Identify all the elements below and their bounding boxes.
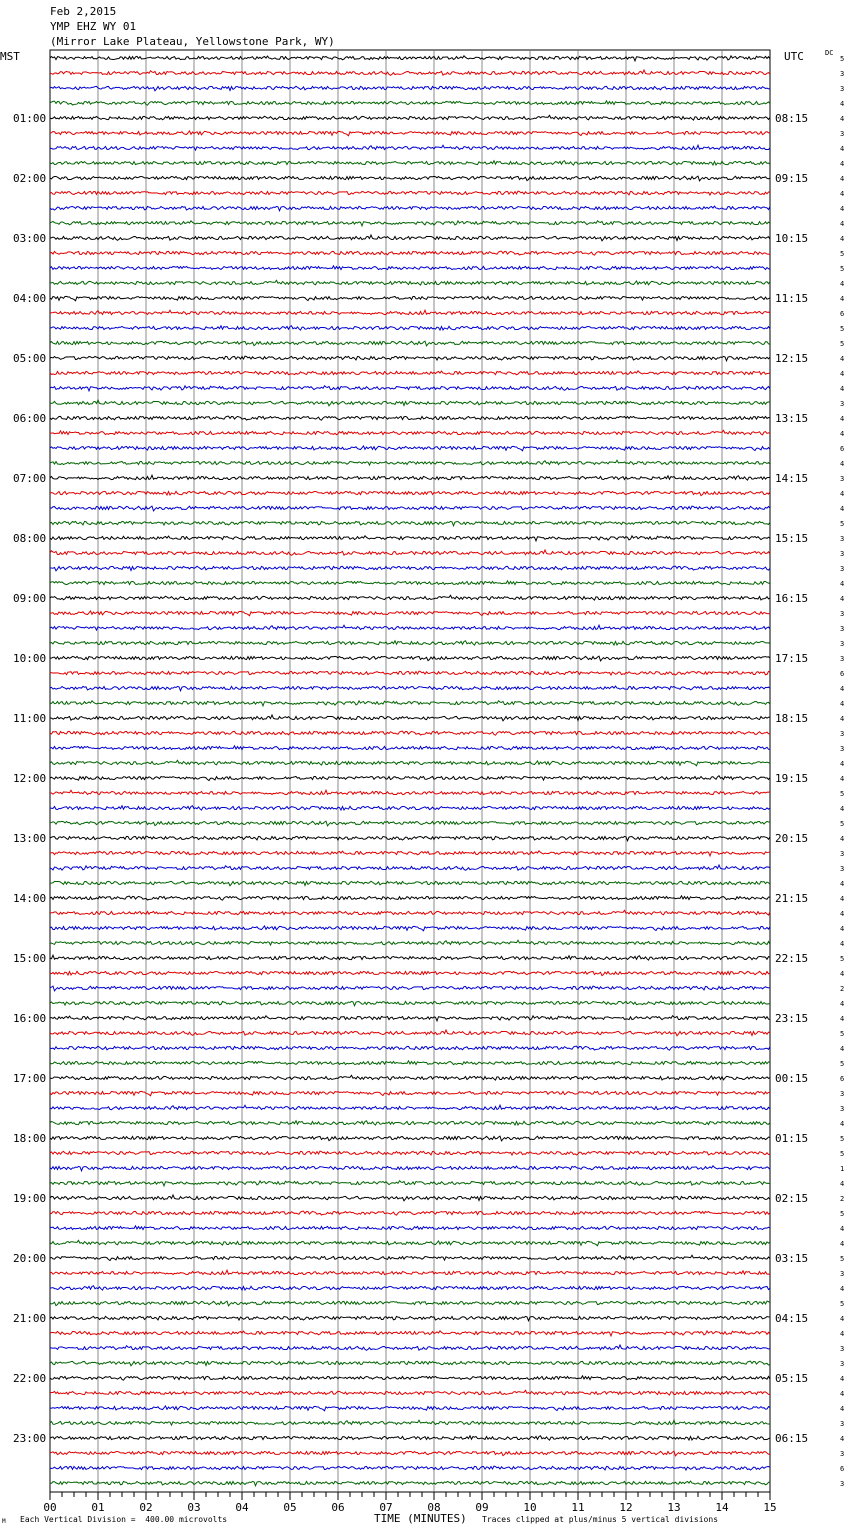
- trace-value-label: 3: [840, 1450, 845, 1458]
- trace-line: [50, 971, 770, 975]
- trace-line: [50, 715, 770, 721]
- trace-value-label: 4: [840, 1435, 845, 1443]
- right-hour-label: 00:15: [775, 1072, 809, 1085]
- x-tick-label: 05: [283, 1501, 297, 1514]
- trace-value-label: 4: [840, 1000, 845, 1008]
- trace-line: [50, 1075, 770, 1080]
- x-tick-label: 10: [523, 1501, 537, 1514]
- trace-line: [50, 56, 770, 61]
- trace-value-label: 4: [840, 715, 845, 723]
- trace-line: [50, 235, 770, 241]
- trace-line: [50, 821, 770, 826]
- trace-value-label: 4: [840, 775, 845, 783]
- left-hour-label: 10:00: [13, 652, 47, 665]
- left-hour-label: 08:00: [13, 532, 47, 545]
- trace-value-label: 3: [840, 655, 845, 663]
- header-station: YMP EHZ WY 01: [50, 20, 137, 33]
- left-hour-label: 22:00: [13, 1372, 47, 1385]
- trace-value-label: 4: [840, 115, 845, 123]
- trace-line: [50, 521, 770, 525]
- trace-value-label: 4: [840, 235, 845, 243]
- trace-value-label: 4: [840, 175, 845, 183]
- right-hour-label: 09:15: [775, 172, 809, 185]
- trace-value-label: 4: [840, 760, 845, 768]
- trace-line: [50, 86, 770, 90]
- trace-value-label: 4: [840, 505, 845, 513]
- trace-line: [50, 686, 770, 691]
- clip-note: Traces clipped at plus/minus 5 vertical divisions: [482, 1515, 719, 1524]
- trace-line: [50, 356, 770, 361]
- trace-value-label: 4: [840, 940, 845, 948]
- trace-line: [50, 251, 770, 255]
- left-hour-label: 18:00: [13, 1132, 47, 1145]
- trace-value-label: 4: [840, 700, 845, 708]
- trace-value-label: 3: [840, 1480, 845, 1488]
- trace-line: [50, 955, 770, 960]
- trace-line: [50, 865, 770, 870]
- trace-value-label: 4: [840, 880, 845, 888]
- trace-value-label: 4: [840, 1375, 845, 1383]
- trace-value-label: 4: [840, 1225, 845, 1233]
- trace-value-label: 5: [840, 340, 845, 348]
- trace-value-label: 5: [840, 1255, 845, 1263]
- trace-value-label: 3: [840, 565, 845, 573]
- trace-value-label: 4: [840, 1405, 845, 1413]
- trace-value-label: 4: [840, 460, 845, 468]
- trace-value-label: 5: [840, 1150, 845, 1158]
- trace-value-label: 3: [840, 130, 845, 138]
- trace-line: [50, 790, 770, 794]
- x-tick-label: 08: [427, 1501, 441, 1514]
- trace-value-label: 3: [840, 610, 845, 618]
- trace-line: [50, 1136, 770, 1141]
- trace-value-label: 5: [840, 820, 845, 828]
- trace-line: [50, 1316, 770, 1320]
- trace-line: [50, 536, 770, 541]
- trace-line: [50, 221, 770, 226]
- trace-line: [50, 191, 770, 195]
- header-location: (Mirror Lake Plateau, Yellowstone Park, WY): [50, 35, 335, 48]
- left-hour-label: 15:00: [13, 952, 47, 965]
- trace-line: [50, 371, 770, 375]
- trace-value-label: 5: [840, 55, 845, 63]
- left-hour-label: 12:00: [13, 772, 47, 785]
- trace-value-label: 5: [840, 520, 845, 528]
- trace-line: [50, 1270, 770, 1274]
- x-tick-label: 09: [475, 1501, 489, 1514]
- left-hour-label: 20:00: [13, 1252, 47, 1265]
- left-hour-label: 21:00: [13, 1312, 47, 1325]
- trace-line: [50, 1331, 770, 1336]
- trace-line: [50, 266, 770, 270]
- trace-line: [50, 1001, 770, 1005]
- x-tick-label: 12: [619, 1501, 633, 1514]
- trace-line: [50, 656, 770, 661]
- trace-line: [50, 1240, 770, 1245]
- trace-line: [50, 1121, 770, 1125]
- trace-line: [50, 161, 770, 165]
- left-hour-label: 07:00: [13, 472, 47, 485]
- trace-value-label: 4: [840, 970, 845, 978]
- trace-value-label: 3: [840, 1345, 845, 1353]
- trace-value-label: 4: [840, 1120, 845, 1128]
- trace-value-label: 4: [840, 925, 845, 933]
- trace-value-label: 3: [840, 400, 845, 408]
- trace-value-label: 5: [840, 325, 845, 333]
- trace-value-label: 4: [840, 430, 845, 438]
- x-tick-label: 00: [43, 1501, 57, 1514]
- trace-line: [50, 176, 770, 181]
- trace-line: [50, 460, 770, 465]
- trace-value-label: 3: [840, 1090, 845, 1098]
- x-tick-label: 11: [571, 1501, 585, 1514]
- right-hour-label: 12:15: [775, 352, 809, 365]
- trace-line: [50, 1105, 770, 1110]
- right-hour-label: 10:15: [775, 232, 809, 245]
- trace-value-label: 2: [840, 985, 845, 993]
- trace-value-label: 4: [840, 385, 845, 393]
- trace-value-label: 3: [840, 865, 845, 873]
- trace-line: [50, 1481, 770, 1486]
- trace-line: [50, 581, 770, 585]
- trace-line: [50, 1030, 770, 1036]
- trace-line: [50, 776, 770, 781]
- trace-value-label: 3: [840, 625, 845, 633]
- trace-line: [50, 1166, 770, 1171]
- trace-line: [50, 836, 770, 841]
- trace-value-label: 5: [840, 1300, 845, 1308]
- trace-value-label: 4: [840, 190, 845, 198]
- trace-value-label: 4: [840, 835, 845, 843]
- trace-line: [50, 296, 770, 300]
- trace-line: [50, 1301, 770, 1306]
- trace-line: [50, 131, 770, 136]
- trace-line: [50, 416, 770, 420]
- trace-line: [50, 1361, 770, 1366]
- right-hour-label: 14:15: [775, 472, 809, 485]
- left-hour-label: 14:00: [13, 892, 47, 905]
- trace-value-label: 3: [840, 1270, 845, 1278]
- right-hour-label: 15:15: [775, 532, 809, 545]
- trace-line: [50, 280, 770, 285]
- trace-value-label: 5: [840, 1210, 845, 1218]
- trace-line: [50, 986, 770, 991]
- trace-line: [50, 746, 770, 750]
- trace-line: [50, 1016, 770, 1021]
- trace-line: [50, 430, 770, 434]
- left-timezone-label: MST: [0, 50, 20, 63]
- trace-value-label: 4: [840, 145, 845, 153]
- trace-value-label: 1: [840, 1165, 845, 1173]
- trace-line: [50, 940, 770, 945]
- trace-line: [50, 115, 770, 120]
- trace-value-label: 5: [840, 265, 845, 273]
- trace-value-label: 5: [840, 1030, 845, 1038]
- trace-value-label: 4: [840, 805, 845, 813]
- left-hour-label: 19:00: [13, 1192, 47, 1205]
- x-tick-label: 13: [667, 1501, 681, 1514]
- right-hour-label: 04:15: [775, 1312, 809, 1325]
- left-hour-label: 05:00: [13, 352, 47, 365]
- trace-line: [50, 550, 770, 555]
- trace-line: [50, 1466, 770, 1470]
- trace-value-label: 6: [840, 445, 845, 453]
- header-date: Feb 2,2015: [50, 5, 117, 18]
- trace-value-label: 4: [840, 160, 845, 168]
- trace-value-label: 3: [840, 640, 845, 648]
- trace-line: [50, 641, 770, 645]
- trace-value-label: 5: [840, 1135, 845, 1143]
- left-hour-label: 23:00: [13, 1432, 47, 1445]
- trace-line: [50, 1420, 770, 1425]
- trace-line: [50, 475, 770, 480]
- trace-value-label: 6: [840, 1075, 845, 1083]
- right-hour-label: 11:15: [775, 292, 809, 305]
- trace-value-label: 6: [840, 670, 845, 678]
- x-tick-label: 01: [91, 1501, 105, 1514]
- trace-line: [50, 506, 770, 511]
- trace-line: [50, 1436, 770, 1440]
- trace-line: [50, 1255, 770, 1260]
- right-hour-label: 21:15: [775, 892, 809, 905]
- trace-value-label: 3: [840, 1105, 845, 1113]
- trace-line: [50, 1451, 770, 1456]
- right-hour-label: 13:15: [775, 412, 809, 425]
- trace-line: [50, 896, 770, 900]
- x-tick-label: 02: [139, 1501, 153, 1514]
- trace-line: [50, 206, 770, 211]
- left-hour-label: 06:00: [13, 412, 47, 425]
- left-hour-label: 03:00: [13, 232, 47, 245]
- x-tick-label: 03: [187, 1501, 201, 1514]
- right-hour-label: 16:15: [775, 592, 809, 605]
- trace-line: [50, 806, 770, 810]
- trace-value-label: 3: [840, 730, 845, 738]
- trace-line: [50, 1345, 770, 1350]
- trace-line: [50, 1376, 770, 1380]
- trace-value-label: 3: [840, 1360, 845, 1368]
- trace-line: [50, 701, 770, 706]
- trace-value-label: 4: [840, 595, 845, 603]
- left-hour-label: 04:00: [13, 292, 47, 305]
- x-tick-label: 14: [715, 1501, 729, 1514]
- left-hour-label: 02:00: [13, 172, 47, 185]
- plot-frame: [50, 50, 770, 1492]
- trace-value-label: 4: [840, 1330, 845, 1338]
- trace-line: [50, 566, 770, 571]
- trace-line: [50, 386, 770, 391]
- trace-value-label: 4: [840, 355, 845, 363]
- right-hour-label: 23:15: [775, 1012, 809, 1025]
- corner-mark: M: [2, 1518, 6, 1525]
- trace-line: [50, 1226, 770, 1230]
- right-hour-label: 01:15: [775, 1132, 809, 1145]
- trace-value-label: 4: [840, 295, 845, 303]
- left-hour-label: 11:00: [13, 712, 47, 725]
- trace-value-label: 6: [840, 310, 845, 318]
- trace-line: [50, 326, 770, 330]
- trace-line: [50, 1406, 770, 1411]
- right-timezone-label: UTC: [784, 50, 804, 63]
- trace-line: [50, 851, 770, 856]
- trace-line: [50, 341, 770, 346]
- trace-value-label: 4: [840, 205, 845, 213]
- trace-line: [50, 1091, 770, 1095]
- trace-line: [50, 400, 770, 406]
- trace-value-label: 4: [840, 685, 845, 693]
- trace-value-label: 6: [840, 1465, 845, 1473]
- trace-value-label: 4: [840, 580, 845, 588]
- trace-line: [50, 70, 770, 75]
- trace-line: [50, 1046, 770, 1050]
- trace-value-label: 4: [840, 415, 845, 423]
- trace-value-label: 5: [840, 955, 845, 963]
- trace-value-label: 4: [840, 490, 845, 498]
- trace-line: [50, 1195, 770, 1201]
- x-tick-label: 15: [763, 1501, 777, 1514]
- trace-line: [50, 625, 770, 630]
- trace-value-label: 5: [840, 1060, 845, 1068]
- trace-line: [50, 926, 770, 931]
- trace-value-label: 4: [840, 910, 845, 918]
- trace-value-label: 3: [840, 535, 845, 543]
- trace-line: [50, 611, 770, 616]
- trace-line: [50, 101, 770, 105]
- trace-value-label: 2: [840, 1195, 845, 1203]
- trace-line: [50, 1286, 770, 1290]
- left-hour-label: 17:00: [13, 1072, 47, 1085]
- trace-value-label: 4: [840, 1015, 845, 1023]
- x-tick-label: 04: [235, 1501, 249, 1514]
- right-hour-label: 06:15: [775, 1432, 809, 1445]
- trace-value-label: 5: [840, 250, 845, 258]
- trace-line: [50, 1151, 770, 1155]
- trace-line: [50, 145, 770, 150]
- trace-line: [50, 1061, 770, 1065]
- trace-line: [50, 491, 770, 495]
- right-hour-label: 05:15: [775, 1372, 809, 1385]
- left-hour-label: 13:00: [13, 832, 47, 845]
- trace-value-label: 4: [840, 1240, 845, 1248]
- trace-value-label: 3: [840, 745, 845, 753]
- trace-line: [50, 731, 770, 735]
- trace-value-label: 4: [840, 1315, 845, 1323]
- trace-value-label: 4: [840, 1180, 845, 1188]
- trace-value-label: 4: [840, 895, 845, 903]
- x-tick-label: 07: [379, 1501, 393, 1514]
- left-hour-label: 01:00: [13, 112, 47, 125]
- trace-value-label: 4: [840, 220, 845, 228]
- trace-value-label: 4: [840, 100, 845, 108]
- right-hour-label: 19:15: [775, 772, 809, 785]
- left-hour-label: 09:00: [13, 592, 47, 605]
- trace-line: [50, 671, 770, 675]
- trace-line: [50, 910, 770, 915]
- trace-value-label: 3: [840, 475, 845, 483]
- trace-value-label: 4: [840, 370, 845, 378]
- right-hour-label: 02:15: [775, 1192, 809, 1205]
- right-hour-label: 03:15: [775, 1252, 809, 1265]
- x-axis-title: TIME (MINUTES): [374, 1512, 467, 1525]
- trace-value-label: 5: [840, 790, 845, 798]
- trace-line: [50, 881, 770, 885]
- trace-value-label: 4: [840, 1285, 845, 1293]
- trace-value-label: 4: [840, 280, 845, 288]
- right-hour-label: 18:15: [775, 712, 809, 725]
- x-tick-label: 06: [331, 1501, 345, 1514]
- trace-value-label: 3: [840, 550, 845, 558]
- trace-line: [50, 595, 770, 600]
- trace-value-label: 4: [840, 1045, 845, 1053]
- trace-value-label: 3: [840, 850, 845, 858]
- trace-line: [50, 1390, 770, 1395]
- right-hour-label: 17:15: [775, 652, 809, 665]
- trace-value-label: 4: [840, 1390, 845, 1398]
- trace-line: [50, 760, 770, 765]
- dc-label: DC: [825, 49, 834, 57]
- trace-line: [50, 446, 770, 451]
- right-hour-label: 08:15: [775, 112, 809, 125]
- scale-note: Each Vertical Division = 400.00 microvolts: [20, 1515, 228, 1524]
- right-hour-label: 20:15: [775, 832, 809, 845]
- left-hour-label: 16:00: [13, 1012, 47, 1025]
- trace-value-label: 3: [840, 85, 845, 93]
- trace-line: [50, 1211, 770, 1215]
- trace-value-label: 3: [840, 70, 845, 78]
- trace-line: [50, 310, 770, 314]
- trace-line: [50, 1181, 770, 1186]
- right-hour-label: 22:15: [775, 952, 809, 965]
- trace-value-label: 3: [840, 1420, 845, 1428]
